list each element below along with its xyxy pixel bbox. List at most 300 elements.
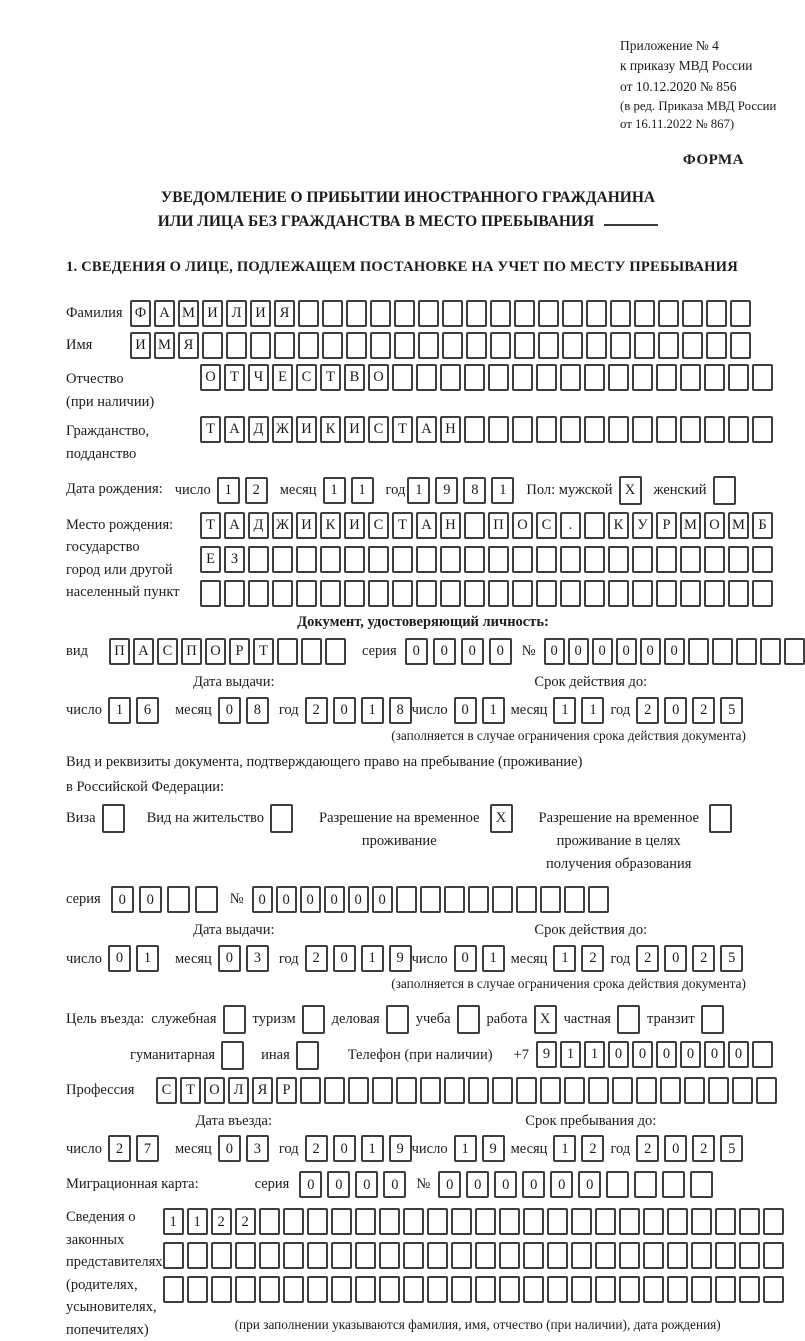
- migration-card-row: [66, 1171, 780, 1198]
- char-cell: [370, 332, 391, 359]
- day-label: число: [66, 1141, 102, 1158]
- doc-kind-cells: [109, 638, 346, 665]
- char-cell: 2: [692, 945, 715, 972]
- char-cell: [547, 1242, 568, 1269]
- char-cell: [680, 364, 701, 391]
- purpose-row2: [130, 1041, 780, 1070]
- char-cell: Л: [228, 1077, 249, 1104]
- section1-heading: 1. СВЕДЕНИЯ О ЛИЦЕ, ПОДЛЕЖАЩЕМ ПОСТАНОВКЕ НА УЧЕТ ПО МЕСТУ ПРЕБЫВАНИЯ: [66, 259, 738, 276]
- birth-place-row: [66, 512, 780, 607]
- char-cell: [704, 416, 725, 443]
- char-cell: 1: [351, 477, 374, 504]
- day-label: число: [411, 950, 448, 967]
- char-cell: Я: [178, 332, 199, 359]
- surname-label: Фамилия: [66, 304, 123, 321]
- temp-residence-label-line1: Разрешение на временное: [319, 809, 480, 826]
- char-cell: 0: [433, 638, 456, 665]
- char-cell: [224, 580, 245, 607]
- char-cell: [320, 580, 341, 607]
- char-cell: [662, 1171, 685, 1198]
- char-cell: 6: [136, 697, 159, 724]
- identity-issue-year-cells: [305, 697, 412, 724]
- char-cell: Р: [229, 638, 250, 665]
- char-cell: [656, 364, 677, 391]
- char-cell: [451, 1242, 472, 1269]
- char-cell: 0: [276, 886, 297, 913]
- char-cell: [187, 1276, 208, 1303]
- char-cell: [420, 886, 441, 913]
- identity-doc-heading: Документ, удостоверяющий личность:: [297, 613, 549, 630]
- char-cell: [475, 1208, 496, 1235]
- char-cell: 1: [560, 1041, 581, 1068]
- char-cell: [595, 1208, 616, 1235]
- char-cell: [296, 580, 317, 607]
- char-cell: [656, 546, 677, 573]
- char-cell: М: [680, 512, 701, 539]
- char-cell: [468, 886, 489, 913]
- char-cell: 1: [553, 697, 576, 724]
- purpose-option-checkbox: [701, 1005, 724, 1034]
- char-cell: [283, 1208, 304, 1235]
- char-cell: У: [632, 512, 653, 539]
- purpose-option-other: [261, 1041, 319, 1070]
- char-cell: 1: [482, 697, 505, 724]
- char-cell: [617, 1005, 640, 1034]
- purpose-option-work: [487, 1005, 557, 1034]
- char-cell: 0: [327, 1171, 350, 1198]
- char-cell: 1: [163, 1208, 184, 1235]
- birth-year-cells: [407, 477, 514, 504]
- char-cell: [643, 1276, 664, 1303]
- char-cell: [562, 300, 583, 327]
- temp-residence-label: [319, 804, 479, 853]
- char-cell: П: [109, 638, 130, 665]
- char-cell: [331, 1208, 352, 1235]
- char-cell: 0: [300, 886, 321, 913]
- char-cell: X: [619, 476, 642, 505]
- residence-permit-checkbox: [270, 804, 293, 833]
- char-cell: З: [224, 546, 245, 573]
- char-cell: 2: [636, 697, 659, 724]
- char-cell: [379, 1242, 400, 1269]
- char-cell: [660, 1077, 681, 1104]
- char-cell: [499, 1208, 520, 1235]
- appendix-line-2: к приказу МВД России: [620, 58, 753, 74]
- purpose-option-label: туризм: [252, 1010, 296, 1027]
- char-cell: [704, 364, 725, 391]
- char-cell: М: [728, 512, 749, 539]
- char-cell: [728, 416, 749, 443]
- char-cell: Д: [248, 416, 269, 443]
- doc-kind-label: вид: [66, 642, 88, 659]
- char-cell: [691, 1276, 712, 1303]
- char-cell: [226, 332, 247, 359]
- char-cell: [488, 546, 509, 573]
- char-cell: [658, 332, 679, 359]
- char-cell: 2: [235, 1208, 256, 1235]
- char-cell: [392, 546, 413, 573]
- char-cell: [418, 332, 439, 359]
- day-label: число: [411, 1141, 448, 1158]
- sex-male-label: Пол: мужской: [526, 482, 613, 499]
- char-cell: [379, 1208, 400, 1235]
- char-cell: [427, 1242, 448, 1269]
- identity-issue-month-cells: [218, 697, 269, 724]
- char-cell: [475, 1276, 496, 1303]
- purpose-option-checkbox: [617, 1005, 640, 1034]
- char-cell: 2: [581, 945, 604, 972]
- year-label: год: [385, 482, 406, 499]
- char-cell: [307, 1242, 328, 1269]
- patronymic-row: [66, 364, 780, 414]
- patronymic-label-line2: (при наличии): [66, 394, 155, 410]
- char-cell: [298, 332, 319, 359]
- char-cell: [499, 1242, 520, 1269]
- char-cell: [331, 1276, 352, 1303]
- char-cell: [584, 546, 605, 573]
- temp-residence-option: [319, 804, 512, 853]
- char-cell: X: [534, 1005, 557, 1034]
- char-cell: К: [320, 416, 341, 443]
- char-cell: [331, 1242, 352, 1269]
- char-cell: [512, 546, 533, 573]
- char-cell: [610, 332, 631, 359]
- char-cell: 2: [692, 697, 715, 724]
- char-cell: [584, 416, 605, 443]
- char-cell: [283, 1276, 304, 1303]
- birth-date-row: [66, 476, 780, 505]
- identity-date-headings: [66, 673, 780, 693]
- year-label: год: [278, 1141, 299, 1158]
- char-cell: [752, 364, 773, 391]
- char-cell: [523, 1242, 544, 1269]
- char-cell: А: [133, 638, 154, 665]
- char-cell: [499, 1276, 520, 1303]
- phone-cells: [536, 1041, 773, 1068]
- char-cell: [490, 332, 511, 359]
- char-cell: 0: [139, 886, 162, 913]
- char-cell: 1: [108, 697, 131, 724]
- birth-date-label: Дата рождения:: [66, 481, 163, 498]
- char-cell: [763, 1208, 784, 1235]
- char-cell: 0: [438, 1171, 461, 1198]
- char-cell: [163, 1276, 184, 1303]
- char-cell: [403, 1242, 424, 1269]
- char-cell: [643, 1242, 664, 1269]
- char-cell: [523, 1208, 544, 1235]
- residence-issue-heading: Дата выдачи:: [193, 922, 275, 939]
- identity-valid-day-cells: [454, 697, 505, 724]
- sex-male-group: [526, 476, 641, 505]
- char-cell: 0: [664, 638, 685, 665]
- char-cell: [564, 1077, 585, 1104]
- char-cell: [464, 364, 485, 391]
- char-cell: О: [704, 512, 725, 539]
- char-cell: 8: [246, 697, 269, 724]
- char-cell: [202, 332, 223, 359]
- char-cell: [167, 886, 190, 913]
- char-cell: [588, 1077, 609, 1104]
- char-cell: О: [200, 364, 221, 391]
- profession-label: Профессия: [66, 1081, 135, 1098]
- char-cell: 1: [584, 1041, 605, 1068]
- char-cell: 0: [218, 697, 241, 724]
- stay-until-heading: Срок пребывания до:: [525, 1112, 657, 1129]
- char-cell: [619, 1276, 640, 1303]
- char-cell: Т: [200, 416, 221, 443]
- char-cell: [538, 300, 559, 327]
- char-cell: 2: [305, 1135, 328, 1162]
- char-cell: 0: [383, 1171, 406, 1198]
- char-cell: 0: [522, 1171, 545, 1198]
- char-cell: 0: [640, 638, 661, 665]
- char-cell: Р: [276, 1077, 297, 1104]
- doc-series-label: серия: [362, 642, 397, 659]
- representatives-row: [66, 1206, 780, 1341]
- char-cell: [704, 580, 725, 607]
- char-cell: [102, 804, 125, 833]
- char-cell: [728, 546, 749, 573]
- char-cell: С: [156, 1077, 177, 1104]
- char-cell: [283, 1242, 304, 1269]
- char-cell: [296, 1041, 319, 1070]
- representatives-label-line2: законных: [66, 1231, 125, 1248]
- char-cell: [444, 1077, 465, 1104]
- purpose-option-checkbox: [386, 1005, 409, 1034]
- char-cell: Я: [252, 1077, 273, 1104]
- char-cell: 0: [664, 1135, 687, 1162]
- residence-number-cells: [252, 886, 609, 913]
- char-cell: И: [344, 512, 365, 539]
- residence-date-headings: [66, 921, 780, 941]
- identity-issue-heading: Дата выдачи:: [193, 674, 275, 691]
- char-cell: 0: [218, 1135, 241, 1162]
- char-cell: 0: [324, 886, 345, 913]
- purpose-option-label: гуманитарная: [130, 1046, 216, 1063]
- migration-series-label: серия: [254, 1176, 290, 1193]
- char-cell: [728, 364, 749, 391]
- form-title: [66, 186, 750, 234]
- doc-number-label: №: [521, 642, 536, 659]
- char-cell: [536, 364, 557, 391]
- char-cell: [632, 364, 653, 391]
- char-cell: 0: [111, 886, 134, 913]
- char-cell: [259, 1276, 280, 1303]
- residence-issue-group: [66, 945, 412, 972]
- birth-place-label-line3: город или другой: [66, 561, 173, 578]
- char-cell: 9: [482, 1135, 505, 1162]
- char-cell: 0: [632, 1041, 653, 1068]
- visa-checkbox: [102, 804, 125, 833]
- char-cell: [259, 1208, 280, 1235]
- purpose-option-checkbox: [534, 1005, 557, 1034]
- char-cell: [464, 580, 485, 607]
- identity-valid-group: [412, 697, 744, 724]
- char-cell: 2: [245, 477, 268, 504]
- purpose-option-label: служебная: [151, 1010, 217, 1027]
- char-cell: [298, 300, 319, 327]
- purpose-option-checkbox: [302, 1005, 325, 1034]
- identity-valid-year-cells: [636, 697, 743, 724]
- char-cell: 2: [581, 1135, 604, 1162]
- stay-until-day-cells: [454, 1135, 505, 1162]
- entry-date-heading: Дата въезда:: [195, 1112, 272, 1129]
- char-cell: 1: [454, 1135, 477, 1162]
- form-title-line2: [66, 210, 750, 234]
- char-cell: [632, 580, 653, 607]
- char-cell: 0: [494, 1171, 517, 1198]
- char-cell: [730, 300, 751, 327]
- month-label: месяц: [510, 1141, 548, 1158]
- char-cell: [466, 300, 487, 327]
- char-cell: [270, 804, 293, 833]
- char-cell: 0: [550, 1171, 573, 1198]
- char-cell: М: [154, 332, 175, 359]
- char-cell: [667, 1208, 688, 1235]
- char-cell: 9: [435, 477, 458, 504]
- char-cell: [396, 1077, 417, 1104]
- edu-residence-label-line2: проживание в целях: [556, 832, 681, 849]
- residence-issue-month-cells: [218, 945, 269, 972]
- char-cell: [368, 580, 389, 607]
- char-cell: [394, 332, 415, 359]
- char-cell: Е: [200, 546, 221, 573]
- char-cell: [403, 1276, 424, 1303]
- form-title-line2-text: ИЛИ ЛИЦА БЕЗ ГРАЖДАНСТВА В МЕСТО ПРЕБЫВАНИЯ: [157, 213, 595, 231]
- char-cell: [488, 580, 509, 607]
- char-cell: [586, 332, 607, 359]
- residence-validity-note: (заполняется в случае ограничения срока действия документа): [391, 975, 746, 991]
- char-cell: [514, 332, 535, 359]
- residence-valid-day-cells: [454, 945, 505, 972]
- citizenship-label-line1: Гражданство,: [66, 423, 150, 440]
- char-cell: Т: [200, 512, 221, 539]
- entry-day-cells: [108, 1135, 159, 1162]
- residence-valid-group: [412, 945, 744, 972]
- purpose-option-office: [151, 1005, 245, 1034]
- char-cell: [420, 1077, 441, 1104]
- stay-until-month-cells: [553, 1135, 604, 1162]
- char-cell: [560, 546, 581, 573]
- char-cell: [418, 300, 439, 327]
- residence-issue-year-cells: [305, 945, 412, 972]
- char-cell: [488, 364, 509, 391]
- char-cell: [344, 546, 365, 573]
- edu-residence-label: [539, 804, 699, 877]
- char-cell: 0: [608, 1041, 629, 1068]
- char-cell: Б: [752, 512, 773, 539]
- citizenship-cells: [200, 416, 773, 443]
- char-cell: [564, 886, 585, 913]
- char-cell: [571, 1276, 592, 1303]
- char-cell: [492, 1077, 513, 1104]
- residence-options-row: [66, 804, 780, 877]
- representatives-cells-block: [163, 1206, 784, 1334]
- migration-card-label: Миграционная карта:: [66, 1176, 199, 1193]
- char-cell: Ж: [272, 416, 293, 443]
- char-cell: [379, 1276, 400, 1303]
- char-cell: [536, 580, 557, 607]
- char-cell: [752, 546, 773, 573]
- char-cell: [595, 1242, 616, 1269]
- char-cell: [248, 580, 269, 607]
- char-cell: [300, 1077, 321, 1104]
- char-cell: [514, 300, 535, 327]
- entry-date-group: [66, 1135, 412, 1162]
- char-cell: [712, 638, 733, 665]
- birth-place-label-line4: населенный пункт: [66, 583, 180, 600]
- char-cell: 9: [389, 1135, 412, 1162]
- char-cell: [440, 580, 461, 607]
- residence-series-row: [66, 886, 780, 913]
- char-cell: [272, 546, 293, 573]
- char-cell: [250, 332, 271, 359]
- char-cell: [784, 638, 805, 665]
- char-cell: [715, 1208, 736, 1235]
- char-cell: [656, 580, 677, 607]
- char-cell: [272, 580, 293, 607]
- char-cell: [259, 1242, 280, 1269]
- char-cell: [516, 1077, 537, 1104]
- patronymic-label: [66, 364, 200, 414]
- char-cell: 0: [680, 1041, 701, 1068]
- char-cell: [732, 1077, 753, 1104]
- char-cell: Т: [320, 364, 341, 391]
- name-row: [66, 332, 780, 359]
- char-cell: [691, 1208, 712, 1235]
- char-cell: [442, 300, 463, 327]
- purpose-option-label: работа: [486, 1010, 528, 1027]
- edition-line-2: от 16.11.2022 № 867): [620, 117, 735, 132]
- char-cell: С: [157, 638, 178, 665]
- char-cell: [523, 1276, 544, 1303]
- char-cell: 5: [720, 697, 743, 724]
- char-cell: Н: [440, 512, 461, 539]
- profession-cells: [156, 1077, 777, 1104]
- char-cell: [708, 1077, 729, 1104]
- migration-series-cells: [299, 1171, 406, 1198]
- visa-label: Виза: [66, 809, 96, 826]
- char-cell: [612, 1077, 633, 1104]
- char-cell: 1: [491, 477, 514, 504]
- doc-number-cells: [544, 638, 805, 665]
- char-cell: 0: [544, 638, 565, 665]
- char-cell: С: [368, 512, 389, 539]
- char-cell: [560, 364, 581, 391]
- char-cell: [372, 1077, 393, 1104]
- char-cell: [636, 1077, 657, 1104]
- char-cell: 0: [333, 1135, 356, 1162]
- char-cell: [680, 580, 701, 607]
- identity-issue-day-cells: [108, 697, 159, 724]
- purpose-option-private: [564, 1005, 640, 1034]
- char-cell: [516, 886, 537, 913]
- edu-residence-checkbox: [709, 804, 732, 833]
- citizenship-row: [66, 416, 780, 466]
- purpose-option-label: учеба: [415, 1010, 451, 1027]
- char-cell: 0: [616, 638, 637, 665]
- phone-label: Телефон (при наличии): [347, 1046, 493, 1063]
- temp-residence-checkbox: [490, 804, 513, 833]
- char-cell: [355, 1242, 376, 1269]
- char-cell: 2: [305, 945, 328, 972]
- char-cell: Я: [274, 300, 295, 327]
- month-label: месяц: [510, 950, 548, 967]
- residence-intro-line2: в Российской Федерации:: [66, 779, 225, 796]
- char-cell: [466, 332, 487, 359]
- representatives-cells-row1: [163, 1208, 784, 1235]
- char-cell: [610, 300, 631, 327]
